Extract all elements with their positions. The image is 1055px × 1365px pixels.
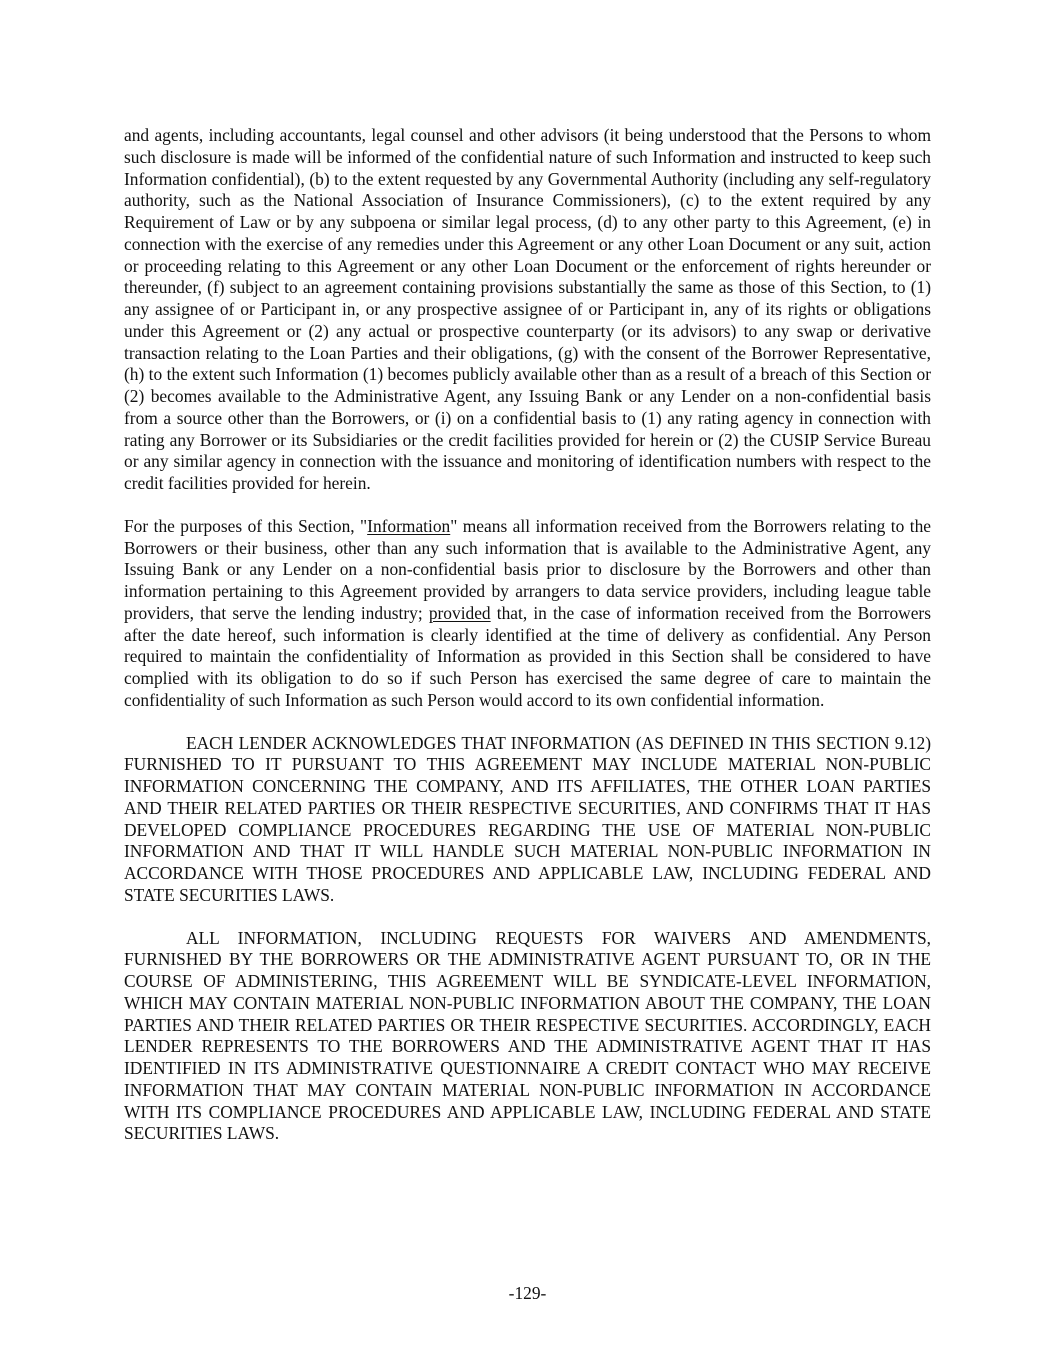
paragraph-syndicate-information: ALL INFORMATION, INCLUDING REQUESTS FOR WAIVERS AND AMENDMENTS, FURNISHED BY THE BORROWERS OR THE ADMINISTRATIVE AGENT PURSUANT TO, OR IN THE COURSE OF ADMINISTERING, THIS AGREEMENT WILL BE SYNDICATE-LEVEL INFORMATION, WHICH MAY CONTAIN MATERIAL NON-PUBLIC INFORMATION ABOUT THE COMPANY, THE LOAN PARTIES AND THEIR RELATED PARTIES OR THEIR RESPECTIVE SECURITIES. ACCORDINGLY, EACH LENDER REPRESENTS TO THE BORROWERS AND THE ADMINISTRATIVE AGENT THAT IT HAS IDENTIFIED IN ITS ADMINISTRATIVE QUESTIONNAIRE A CREDIT CONTACT WHO MAY RECEIVE INFORMATION THAT MAY CONTAIN MATERIAL NON-PUBLIC INFORMATION IN ACCORDANCE WITH ITS COMPLIANCE PROCEDURES AND APPLICABLE LAW, INCLUDING FEDERAL AND STATE SECURITIES LAWS. [124,927,931,1144]
paragraph-information-definition [124,516,931,712]
paragraph-text: that, in the case of information received from the Borrowers after the date hereof, such information is clearly identified at the time of delivery as confidential. Any Person required to maintain the confidentiality of Information as provided in this Section shall be considered to have complied with its obligation to do so if such Person has exercised the same degree of care to maintain the confidentiality of such Information as such Person would accord to its own confidential information. [124,602,931,710]
defined-term-information: Information [367,515,451,536]
proviso-term: provided [428,602,491,623]
paragraph-text: " means all information received from the Borrowers relating to the Borrowers or their business, other than any such information that is available to the Administrative Agent, any Issuing Bank or any Lender on a non-confidential basis prior to disclosure by the Borrowers and other than information pertaining to this Agreement provided by arrangers to data service providers, including league table providers, that serve the lending industry; [124,515,931,623]
page-number: -129- [508,1283,547,1303]
document-body [124,125,931,1145]
paragraph-text: For the purposes of this Section, " [124,515,368,536]
paragraph-disclosure-exceptions: and agents, including accountants, legal counsel and other advisors (it being understood that the Persons to whom such disclosure is made will be informed of the confidential nature of such Information and instructed to keep such Information confidential), (b) to the extent requested by any Governmental Authority (including any self-regulatory authority, such as the National Association of Insurance Commissioners), (c) to the extent required by any Requirement of Law or by any subpoena or similar legal process, (d) to any other party to this Agreement, (e) in connection with the exercise of any remedies under this Agreement or any other Loan Document or any suit, action or proceeding relating to this Agreement or any other Loan Document or the enforcement of rights hereunder or thereunder, (f) subject to an agreement containing provisions substantially the same as those of this Section, to (1) any assignee of or Participant in, or any prospective assignee of or Participant in, any of its rights or obligations under this Agreement or (2) any actual or prospective counterparty (or its advisors) to any swap or derivative transaction relating to the Loan Parties and their obligations, (g) with the consent of the Borrower Representative, (h) to the extent such Information (1) becomes publicly available other than as a result of a breach of this Section or (2) becomes available to the Administrative Agent, any Issuing Bank or any Lender on a non-confidential basis from a source other than the Borrowers, or (i) on a confidential basis to (1) any rating agency in connection with rating any Borrower or its Subsidiaries or the credit facilities provided for herein or (2) the CUSIP Service Bureau or any similar agency in connection with the issuance and monitoring of identification numbers with respect to the credit facilities provided for herein. [124,125,931,493]
paragraph-lender-acknowledgement: EACH LENDER ACKNOWLEDGES THAT INFORMATION (AS DEFINED IN THIS SECTION 9.12) FURNISHED TO IT PURSUANT TO THIS AGREEMENT MAY INCLUDE MATERIAL NON-PUBLIC INFORMATION CONCERNING THE COMPANY, AND ITS AFFILIATES, THE OTHER LOAN PARTIES AND THEIR RELATED PARTIES OR THEIR RESPECTIVE SECURITIES, AND CONFIRMS THAT IT HAS DEVELOPED COMPLIANCE PROCEDURES REGARDING THE USE OF MATERIAL NON-PUBLIC INFORMATION AND THAT IT WILL HANDLE SUCH MATERIAL NON-PUBLIC INFORMATION IN ACCORDANCE WITH THOSE PROCEDURES AND APPLICABLE LAW, INCLUDING FEDERAL AND STATE SECURITIES LAWS. [124,732,931,905]
